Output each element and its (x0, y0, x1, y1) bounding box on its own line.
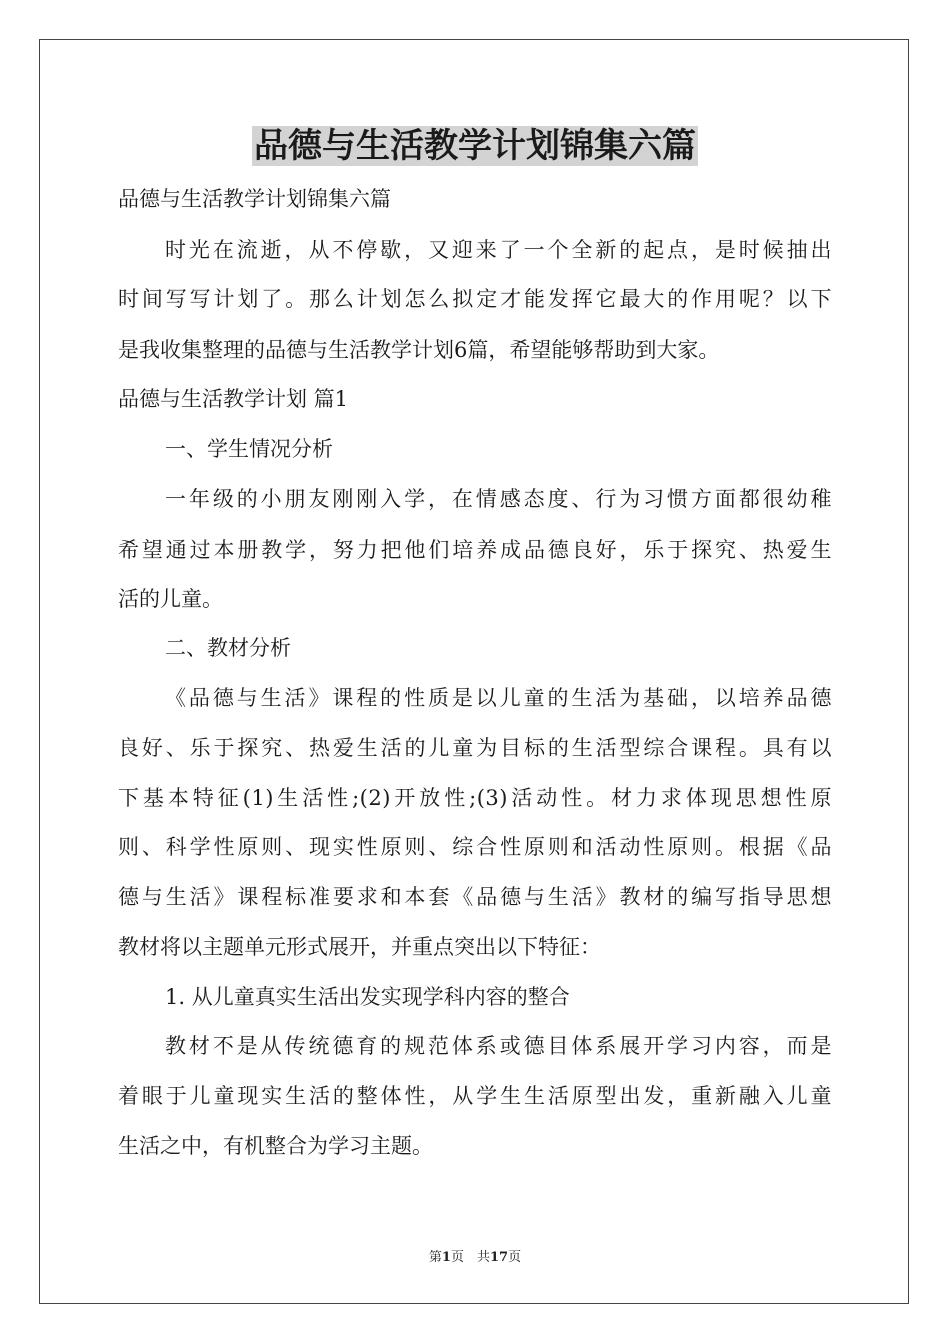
section-heading: 品德与生活教学计划 篇1 (118, 387, 349, 411)
page-border (39, 39, 909, 1304)
body-line: 着眼于儿童现实生活的整体性，从学生生活原型出发，重新融入儿童 (118, 1084, 832, 1108)
body-line: 《品德与生活》课程的性质是以儿童的生活为基础，以培养品德 (165, 686, 832, 710)
body-line: 一年级的小朋友刚刚入学，在情感态度、行为习惯方面都很幼稚 (165, 487, 832, 511)
body-line: 生活之中，有机整合为学习主题。 (118, 1134, 433, 1158)
body-line: 良好、乐于探究、热爱生活的儿童为目标的生活型综合课程。具有以 (118, 736, 832, 760)
body-line: 德与生活》课程标准要求和本套《品德与生活》教材的编写指导思想 (118, 885, 832, 909)
page-footer: 第1页 共17页 (428, 1250, 522, 1265)
subsection-heading: 二、教材分析 (165, 636, 291, 660)
subsection-heading: 一、学生情况分析 (165, 437, 333, 461)
body-line: 则、科学性原则、现实性原则、综合性原则和活动性原则。根据《品 (118, 835, 832, 859)
current-page-number: 1 (441, 1250, 451, 1265)
body-line: 活的儿童。 (118, 587, 223, 611)
body-line: 下基本特征(1)生活性;(2)开放性;(3)活动性。材力求体现思想性原 (118, 786, 832, 810)
subtitle-line: 品德与生活教学计划锦集六篇 (118, 187, 391, 211)
body-line: 时光在流逝，从不停歇，又迎来了一个全新的起点，是时候抽出 (165, 238, 832, 262)
document-title (0, 124, 950, 168)
total-page-count: 17 (489, 1250, 509, 1265)
numbered-heading: 1. 从儿童真实生活出发实现学科内容的整合 (165, 985, 570, 1009)
body-line: 是我收集整理的品德与生活教学计划6篇，希望能够帮助到大家。 (118, 338, 720, 362)
body-line: 时间写写计划了。那么计划怎么拟定才能发挥它最大的作用呢？以下 (118, 287, 832, 311)
body-line: 教材将以主题单元形式展开，并重点突出以下特征： (118, 935, 601, 959)
body-line: 教材不是从传统德育的规范体系或德目体系展开学习内容，而是 (165, 1034, 832, 1058)
document-title-text: 品德与生活教学计划锦集六篇 (254, 126, 696, 166)
body-line: 希望通过本册教学，努力把他们培养成品德良好，乐于探究、热爱生 (118, 538, 832, 562)
